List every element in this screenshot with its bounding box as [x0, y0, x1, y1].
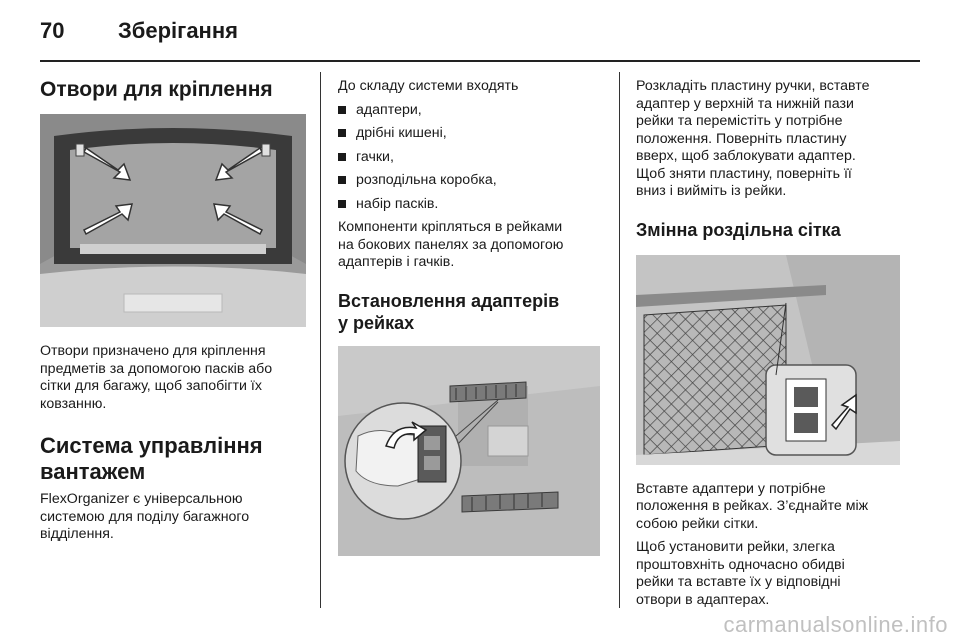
chapter-title: Зберігання — [118, 18, 238, 43]
column-divider-2 — [619, 72, 620, 608]
list-item: гачки, — [338, 149, 604, 167]
adapter-steps-text: Розкладіть пластину ручки, вставте адаптер у верхній та нижній пази рейки та перемістіть у потрібне положення. Поверніть пластину вверх, щоб заблокувати адаптер. Щоб зняти пластину, поверніть її вниз і вийміть із рейки. — [636, 78, 870, 199]
site-watermark: carmanualsonline.info — [723, 612, 948, 637]
list-item: адаптери, — [338, 102, 604, 120]
page-header — [40, 18, 920, 58]
bullet-square-icon — [338, 106, 346, 114]
subsection-title-adapters: Встановлення адаптерів у рейках — [338, 290, 560, 333]
column-2 — [338, 70, 604, 556]
trunk-tie-down-eyelets-illustration — [40, 114, 306, 327]
list-item: набір пасків. — [338, 196, 604, 214]
column-1 — [40, 70, 306, 544]
net-rails-text: Вставте адаптери у потрібне положення в рейках. З’єднайте між собою рейки сітки. — [636, 480, 869, 532]
column-divider-1 — [320, 72, 321, 608]
components-intro: До складу системи входять — [338, 78, 519, 94]
flexorganizer-description: FlexOrganizer є універсальною системою для поділу багажного відділення. — [40, 491, 250, 542]
bullet-square-icon — [338, 129, 346, 137]
list-item: розподільна коробка, — [338, 172, 604, 190]
header-rule — [40, 60, 920, 62]
section-title-eyelets: Отвори для кріплення — [40, 78, 273, 101]
bullet-square-icon — [338, 153, 346, 161]
components-list — [338, 102, 604, 214]
net-install-text: Щоб установити рейки, злегка проштовхніть одночасно обидві рейки та вставте їх у відповідні отвори в адаптерах. — [636, 539, 845, 608]
list-item: дрібні кишені, — [338, 125, 604, 143]
components-mounting-text: Компоненти кріпляться в рейками на бокових панелях за допомогою адаптерів і гачків. — [338, 219, 564, 270]
subsection-title-partition-net: Змінна роздільна сітка — [636, 219, 841, 240]
partition-net-adapter-illustration — [636, 255, 900, 465]
eyelets-description: Отвори призначено для кріплення предметів за допомогою пасків або сітки для багажу, щоб запобігти їх ковзанню. — [40, 343, 273, 412]
bullet-square-icon — [338, 176, 346, 184]
bullet-square-icon — [338, 200, 346, 208]
column-3 — [636, 70, 906, 609]
rail-adapter-installation-illustration — [338, 346, 600, 556]
section-title-cargo-management: Система управління вантажем — [40, 433, 263, 484]
page-number: 70 — [40, 18, 65, 43]
